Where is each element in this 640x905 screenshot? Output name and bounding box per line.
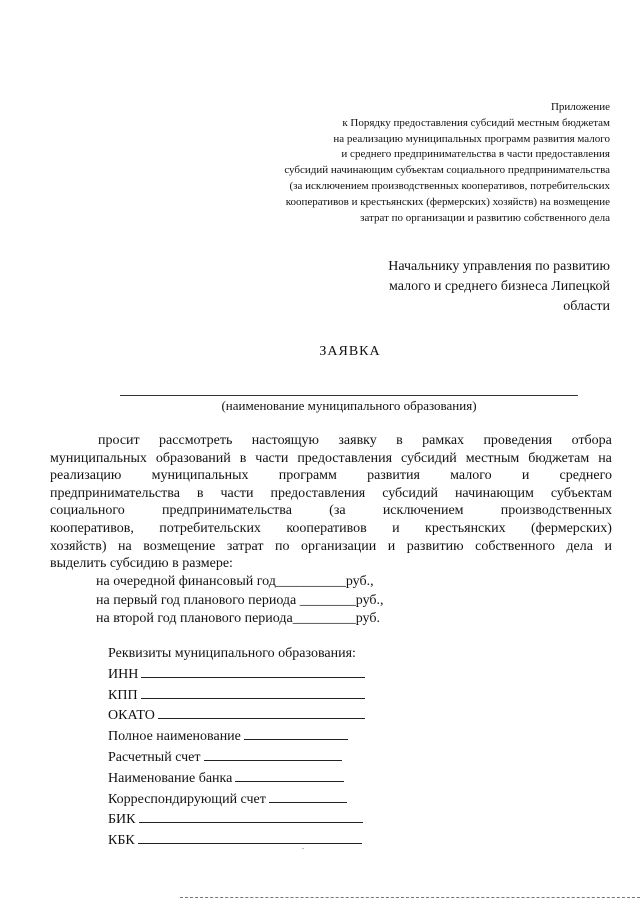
appendix-line: субсидий начинающим субъектам социального предпринимательства: [284, 164, 610, 177]
body-line: социального предпринимательства (за исключением производственных: [50, 503, 612, 519]
requisite-row-full-name: [108, 726, 365, 747]
body-line: предпринимательства в части предоставления субсидий начинающим субъектам: [50, 485, 612, 501]
okato-field-line[interactable]: [158, 705, 365, 719]
footer-rule: [180, 897, 640, 898]
requisite-label: ОКАТО: [108, 708, 155, 724]
requisite-row-kpp: [108, 685, 365, 706]
requisite-row-bank: [108, 768, 365, 789]
requisite-row-corr-account: [108, 789, 365, 810]
addressee-line: малого и среднего бизнеса Липецкой: [388, 279, 610, 294]
scan-speck: [302, 848, 304, 849]
body-line: выделить субсидию в размере:: [50, 556, 233, 572]
municipality-requisites: [108, 645, 365, 851]
addressee-line: Начальнику управления по развитию: [388, 259, 610, 274]
appendix-line: Приложение: [550, 101, 610, 113]
addressee-line: области: [563, 299, 610, 314]
corr-account-field-line[interactable]: [269, 789, 347, 803]
amount-second-planning-year: на второй год планового периода_________руб.: [96, 611, 380, 626]
bank-field-line[interactable]: [235, 768, 344, 782]
requisite-row-bik: [108, 809, 365, 830]
kpp-field-line[interactable]: [141, 685, 365, 699]
bik-field-line[interactable]: [139, 809, 363, 823]
requisite-row-account: [108, 747, 365, 768]
application-body: [50, 432, 612, 573]
appendix-line: (за исключением производственных кооперативов, потребительских: [289, 179, 610, 192]
requisite-label: КБК: [108, 833, 135, 849]
inn-field-line[interactable]: [141, 664, 365, 678]
requisite-label: Наименование банка: [108, 770, 233, 786]
requisite-label: Корреспондирующий счет: [108, 791, 266, 807]
requisite-label: КПП: [108, 687, 138, 703]
appendix-line: затрат по организации и развитию собственного дела: [360, 211, 610, 224]
requisite-label: ИНН: [108, 666, 139, 682]
account-field-line[interactable]: [204, 747, 342, 761]
requisite-label: БИК: [108, 812, 136, 828]
kbk-field-line[interactable]: [138, 830, 362, 844]
appendix-line: кооперативов и крестьянских (фермерских) хозяйств) на возмещение: [285, 195, 610, 208]
appendix-header: [210, 100, 610, 226]
addressee-block: [330, 257, 610, 317]
municipality-name-caption: (наименование муниципального образования): [221, 398, 477, 413]
body-line: реализацию муниципальных программ развития малого и среднего: [50, 468, 612, 484]
body-line: хозяйств) на возмещение затрат по организации и развитию собственного дела и: [50, 538, 612, 554]
requisite-row-okato: [108, 705, 365, 726]
amount-current-year: на очередной финансовый год__________руб.,: [96, 574, 374, 589]
appendix-line: к Порядку предоставления субсидий местным бюджетам: [342, 116, 610, 129]
appendix-line: и среднего предпринимательства в части предоставления: [341, 148, 610, 161]
requisite-label: Расчетный счет: [108, 749, 201, 765]
amount-first-planning-year: на первый год планового периода ________руб.,: [96, 592, 384, 608]
body-line: кооперативов, потребительских кооперативов и крестьянских (фермерских): [50, 520, 612, 536]
body-line: просит рассмотреть настоящую заявку в рамках проведения отбора: [98, 433, 612, 448]
requisites-heading: Реквизиты муниципального образования:: [108, 646, 356, 661]
municipality-name-field-line[interactable]: [120, 395, 578, 396]
requisite-row-inn: [108, 664, 365, 685]
requisite-label: Полное наименование: [108, 729, 241, 745]
document-title: ЗАЯВКА: [319, 344, 381, 359]
body-line: муниципальных образований в части предоставления субсидий местным бюджетам на: [50, 450, 612, 466]
appendix-line: на реализацию муниципальных программ развития малого: [333, 132, 610, 145]
full-name-field-line[interactable]: [244, 726, 348, 740]
subsidy-amounts: [96, 573, 384, 629]
requisite-row-kbk: [108, 830, 365, 851]
